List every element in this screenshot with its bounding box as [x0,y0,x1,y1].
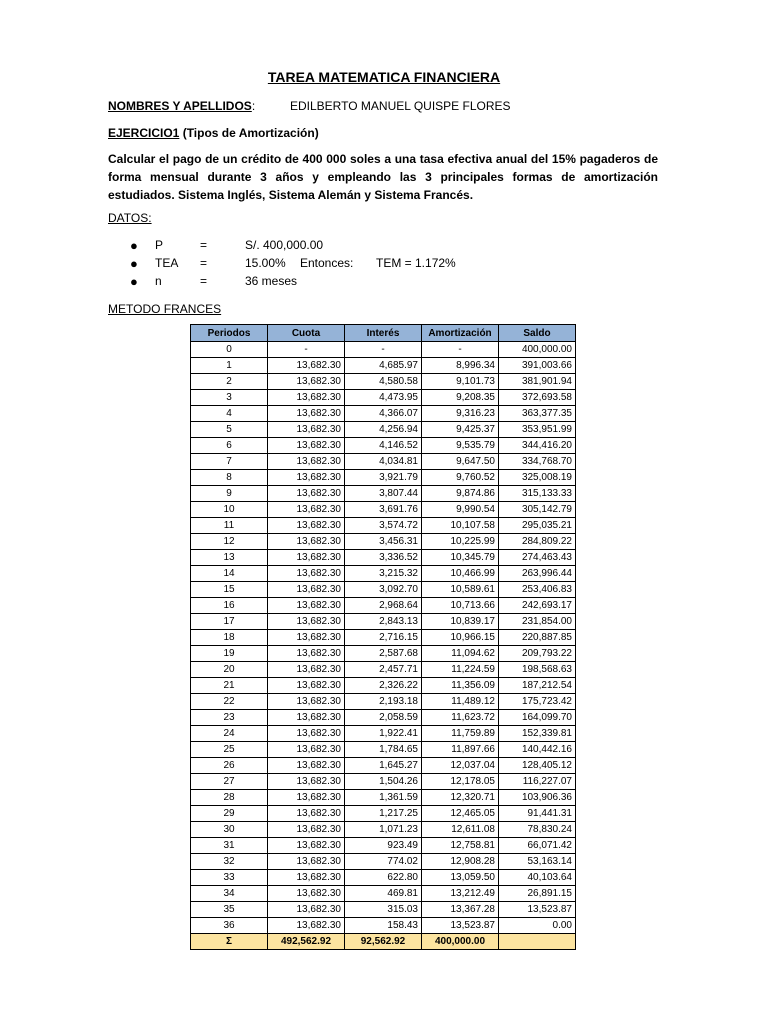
table-cell: 363,377.35 [499,406,576,422]
table-cell: 4 [191,406,268,422]
table-cell: 9,990.54 [422,502,499,518]
table-row [191,774,576,790]
table-row [191,374,576,390]
table-cell: 2,587.68 [345,646,422,662]
table-cell: 13,367.28 [422,902,499,918]
table-cell: 1,361.59 [345,790,422,806]
table-cell: 305,142.79 [499,502,576,518]
table-cell: 13,682.30 [268,406,345,422]
table-row [191,742,576,758]
table-cell: 469.81 [345,886,422,902]
table-cell: 13,682.30 [268,566,345,582]
table-cell: 20 [191,662,268,678]
table-cell: 13,682.30 [268,422,345,438]
table-cell: 2,193.18 [345,694,422,710]
table-cell: 13,682.30 [268,390,345,406]
table-cell: 13,682.30 [268,806,345,822]
table-cell: 295,035.21 [499,518,576,534]
bullet-key: TEA [155,256,179,270]
table-cell: 242,693.17 [499,598,576,614]
table-row [191,710,576,726]
student-name-line [108,99,511,113]
table-cell: 923.49 [345,838,422,854]
table-cell: 13,682.30 [268,502,345,518]
bullet-icon: ● [130,274,138,289]
table-cell: 9,208.35 [422,390,499,406]
table-cell: 12,758.81 [422,838,499,854]
table-cell: 12,611.08 [422,822,499,838]
table-row [191,438,576,454]
bullet-icon: ● [130,256,138,271]
table-row [191,518,576,534]
bullet-key: P [155,238,164,252]
table-row [191,646,576,662]
table-row [191,694,576,710]
table-row [191,918,576,934]
table-cell: 220,887.85 [499,630,576,646]
table-cell: 13,682.30 [268,598,345,614]
table-cell: 7 [191,454,268,470]
table-cell: 175,723.42 [499,694,576,710]
table-cell: 209,793.22 [499,646,576,662]
table-cell: 13,682.30 [268,454,345,470]
table-cell: 31 [191,838,268,854]
table-cell: 13,682.30 [268,758,345,774]
table-cell: 1,645.27 [345,758,422,774]
table-cell: 2,968.64 [345,598,422,614]
table-cell: 4,473.95 [345,390,422,406]
table-row [191,358,576,374]
exercise-heading [108,126,319,140]
table-cell: 22 [191,694,268,710]
table-cell: 28 [191,790,268,806]
method-label: METODO FRANCES [108,302,222,316]
table-row [191,470,576,486]
table-cell: 0 [191,342,268,358]
table-cell: 14 [191,566,268,582]
table-cell: 9,647.50 [422,454,499,470]
bullet-value: 15.00% [245,256,286,270]
table-cell: 274,463.43 [499,550,576,566]
table-cell: 152,339.81 [499,726,576,742]
table-cell: 4,366.07 [345,406,422,422]
table-cell: 13,682.30 [268,518,345,534]
student-name: EDILBERTO MANUEL QUISPE FLORES [290,99,511,113]
table-cell: 13,682.30 [268,374,345,390]
table-cell: 12 [191,534,268,550]
table-cell: 128,405.12 [499,758,576,774]
table-cell: 1,922.41 [345,726,422,742]
bullet-equals: = [200,274,208,288]
table-cell: 284,809.22 [499,534,576,550]
table-cell: 27 [191,774,268,790]
header-cuota: Cuota [268,325,345,342]
table-cell: 315.03 [345,902,422,918]
table-row [191,822,576,838]
document-title: TAREA MATEMATICA FINANCIERA [267,69,501,85]
table-cell: 1,071.23 [345,822,422,838]
table-cell: 774.02 [345,854,422,870]
table-cell: 2,843.13 [345,614,422,630]
sigma-symbol: Σ [191,934,268,950]
table-cell: 23 [191,710,268,726]
table-cell: 40,103.64 [499,870,576,886]
table-cell: 12,037.04 [422,758,499,774]
table-cell: 13,682.30 [268,534,345,550]
table-cell: 1 [191,358,268,374]
table-cell: 78,830.24 [499,822,576,838]
total-cell [499,934,576,950]
table-row [191,598,576,614]
names-colon: : [251,99,256,113]
table-cell: 13,682.30 [268,774,345,790]
table-cell: 6 [191,438,268,454]
table-cell: 1,504.26 [345,774,422,790]
header-saldo: Saldo [499,325,576,342]
table-cell: 3 [191,390,268,406]
table-cell: 187,212.54 [499,678,576,694]
table-cell: 9 [191,486,268,502]
table-cell: - [422,342,499,358]
table-header-row [191,325,576,342]
table-cell: 5 [191,422,268,438]
table-cell: 8,996.34 [422,358,499,374]
table-cell: 13,682.30 [268,790,345,806]
table-cell: 13,682.30 [268,614,345,630]
table-cell: 4,034.81 [345,454,422,470]
table-row [191,662,576,678]
table-cell: 9,760.52 [422,470,499,486]
table-cell: 24 [191,726,268,742]
table-cell: 391,003.66 [499,358,576,374]
table-cell: 13,682.30 [268,662,345,678]
table-cell: 10,466.99 [422,566,499,582]
table-cell: 3,921.79 [345,470,422,486]
table-cell: 3,807.44 [345,486,422,502]
table-cell: 3,215.32 [345,566,422,582]
table-cell: 30 [191,822,268,838]
totals-row [191,934,576,950]
table-cell: 198,568.63 [499,662,576,678]
table-row [191,854,576,870]
table-row [191,406,576,422]
names-label: NOMBRES Y APELLIDOS [108,99,252,113]
table-row [191,390,576,406]
table-cell: 344,416.20 [499,438,576,454]
table-cell: 12,320.71 [422,790,499,806]
table-row [191,566,576,582]
table-cell: 1,217.25 [345,806,422,822]
table-cell: 103,906.36 [499,790,576,806]
table-cell: 13,682.30 [268,550,345,566]
table-cell: 91,441.31 [499,806,576,822]
table-cell: 12,465.05 [422,806,499,822]
table-cell: 9,101.73 [422,374,499,390]
table-cell: 140,442.16 [499,742,576,758]
table-cell: 12,178.05 [422,774,499,790]
table-row [191,726,576,742]
table-cell: 53,163.14 [499,854,576,870]
table-cell: 34 [191,886,268,902]
table-cell: - [345,342,422,358]
table-row [191,502,576,518]
table-cell: 10,225.99 [422,534,499,550]
table-cell: 13 [191,550,268,566]
bullet-tem: TEM = 1.172% [376,256,456,270]
table-row [191,550,576,566]
table-cell: 3,336.52 [345,550,422,566]
table-cell: 13,682.30 [268,710,345,726]
table-cell: 253,406.83 [499,582,576,598]
table-cell: 25 [191,742,268,758]
table-cell: 19 [191,646,268,662]
table-row [191,838,576,854]
table-cell: 13,682.30 [268,630,345,646]
table-cell: 11,224.59 [422,662,499,678]
total-cell: 492,562.92 [268,934,345,950]
datos-label: DATOS: [108,211,152,225]
table-cell: 18 [191,630,268,646]
table-cell: 381,901.94 [499,374,576,390]
table-cell: 3,574.72 [345,518,422,534]
table-cell: 325,008.19 [499,470,576,486]
total-cell: 92,562.92 [345,934,422,950]
table-cell: 10,966.15 [422,630,499,646]
table-cell: 11,897.66 [422,742,499,758]
table-cell: 2,058.59 [345,710,422,726]
table-cell: 158.43 [345,918,422,934]
table-cell: 9,316.23 [422,406,499,422]
table-cell: 36 [191,918,268,934]
table-cell: 13,682.30 [268,886,345,902]
table-cell: 21 [191,678,268,694]
table-cell: 13,682.30 [268,470,345,486]
bullet-value: S/. 400,000.00 [245,238,324,252]
table-cell: 11,489.12 [422,694,499,710]
table-cell: 116,227.07 [499,774,576,790]
table-cell: 2 [191,374,268,390]
table-cell: 10,345.79 [422,550,499,566]
table-cell: 13,682.30 [268,918,345,934]
table-cell: 13,682.30 [268,822,345,838]
table-cell: 622.80 [345,870,422,886]
table-cell: 13,682.30 [268,726,345,742]
problem-statement: Calcular el pago de un crédito de 400 000 soles a una tasa efectiva anual del 15% pagaderos de forma mensual durante 3 años y empleando las 3 principales formas de amortización estudiados. Sistema Inglés, Sistema Alemán y Sistema Francés. [108,152,658,202]
total-cell: 400,000.00 [422,934,499,950]
table-row [191,630,576,646]
table-cell: 3,456.31 [345,534,422,550]
table-cell: 11 [191,518,268,534]
table-cell: 2,457.71 [345,662,422,678]
table-cell: 11,759.89 [422,726,499,742]
header-interes: Interés [345,325,422,342]
table-row [191,790,576,806]
table-cell: 9,874.86 [422,486,499,502]
table-cell: 13,682.30 [268,582,345,598]
table-cell: 13,682.30 [268,694,345,710]
table-row [191,342,576,358]
table-cell: 4,256.94 [345,422,422,438]
table-cell: 13,682.30 [268,358,345,374]
table-cell: 10,107.58 [422,518,499,534]
table-cell: 17 [191,614,268,630]
bullet-entonces: Entonces: [300,256,354,270]
table-cell: 164,099.70 [499,710,576,726]
table-cell: 10,589.61 [422,582,499,598]
table-cell: 13,682.30 [268,902,345,918]
table-cell: 12,908.28 [422,854,499,870]
table-cell: 11,356.09 [422,678,499,694]
table-cell: 66,071.42 [499,838,576,854]
table-cell: 13,212.49 [422,886,499,902]
table-cell: 13,682.30 [268,854,345,870]
table-cell: 0.00 [499,918,576,934]
table-cell: 13,682.30 [268,870,345,886]
table-cell: 11,094.62 [422,646,499,662]
table-cell: 372,693.58 [499,390,576,406]
table-cell: 13,682.30 [268,646,345,662]
table-row [191,582,576,598]
bullet-equals: = [200,238,208,252]
table-cell: 15 [191,582,268,598]
table-cell: 29 [191,806,268,822]
table-row [191,886,576,902]
table-row [191,902,576,918]
table-row [191,534,576,550]
table-row [191,454,576,470]
table-cell: 4,580.58 [345,374,422,390]
table-cell: 16 [191,598,268,614]
table-cell: 13,682.30 [268,438,345,454]
bullet-equals: = [200,256,208,270]
table-cell: 35 [191,902,268,918]
table-cell: 4,685.97 [345,358,422,374]
table-row [191,758,576,774]
exercise-subtitle: (Tipos de Amortización) [179,126,319,140]
table-cell: 1,784.65 [345,742,422,758]
table-cell: 8 [191,470,268,486]
table-cell: 26,891.15 [499,886,576,902]
table-cell: 9,535.79 [422,438,499,454]
table-cell: 10,713.66 [422,598,499,614]
table-row [191,486,576,502]
table-cell: 11,623.72 [422,710,499,726]
table-cell: 2,326.22 [345,678,422,694]
exercise-label: EJERCICIO1 [108,126,180,140]
table-cell: 9,425.37 [422,422,499,438]
table-row [191,614,576,630]
table-cell: 334,768.70 [499,454,576,470]
table-row [191,870,576,886]
table-cell: 3,691.76 [345,502,422,518]
table-cell: 13,059.50 [422,870,499,886]
bullet-value: 36 meses [245,274,298,288]
bullet-key: n [155,274,162,288]
bullet-icon: ● [130,238,138,253]
table-cell: 2,716.15 [345,630,422,646]
table-cell: 13,523.87 [499,902,576,918]
table-row [191,422,576,438]
table-cell: 4,146.52 [345,438,422,454]
table-cell: 32 [191,854,268,870]
table-cell: 10 [191,502,268,518]
table-cell: 315,133.33 [499,486,576,502]
table-row [191,806,576,822]
table-cell: 13,523.87 [422,918,499,934]
header-periodos: Periodos [191,325,268,342]
table-cell: 13,682.30 [268,678,345,694]
table-cell: 13,682.30 [268,742,345,758]
table-cell: 400,000.00 [499,342,576,358]
table-cell: - [268,342,345,358]
table-cell: 3,092.70 [345,582,422,598]
table-cell: 33 [191,870,268,886]
table-cell: 263,996.44 [499,566,576,582]
table-cell: 13,682.30 [268,838,345,854]
table-cell: 26 [191,758,268,774]
table-cell: 10,839.17 [422,614,499,630]
table-row [191,678,576,694]
table-cell: 13,682.30 [268,486,345,502]
table-cell: 231,854.00 [499,614,576,630]
header-amortizacion: Amortización [422,325,499,342]
table-cell: 353,951.99 [499,422,576,438]
amortization-table [190,324,576,950]
